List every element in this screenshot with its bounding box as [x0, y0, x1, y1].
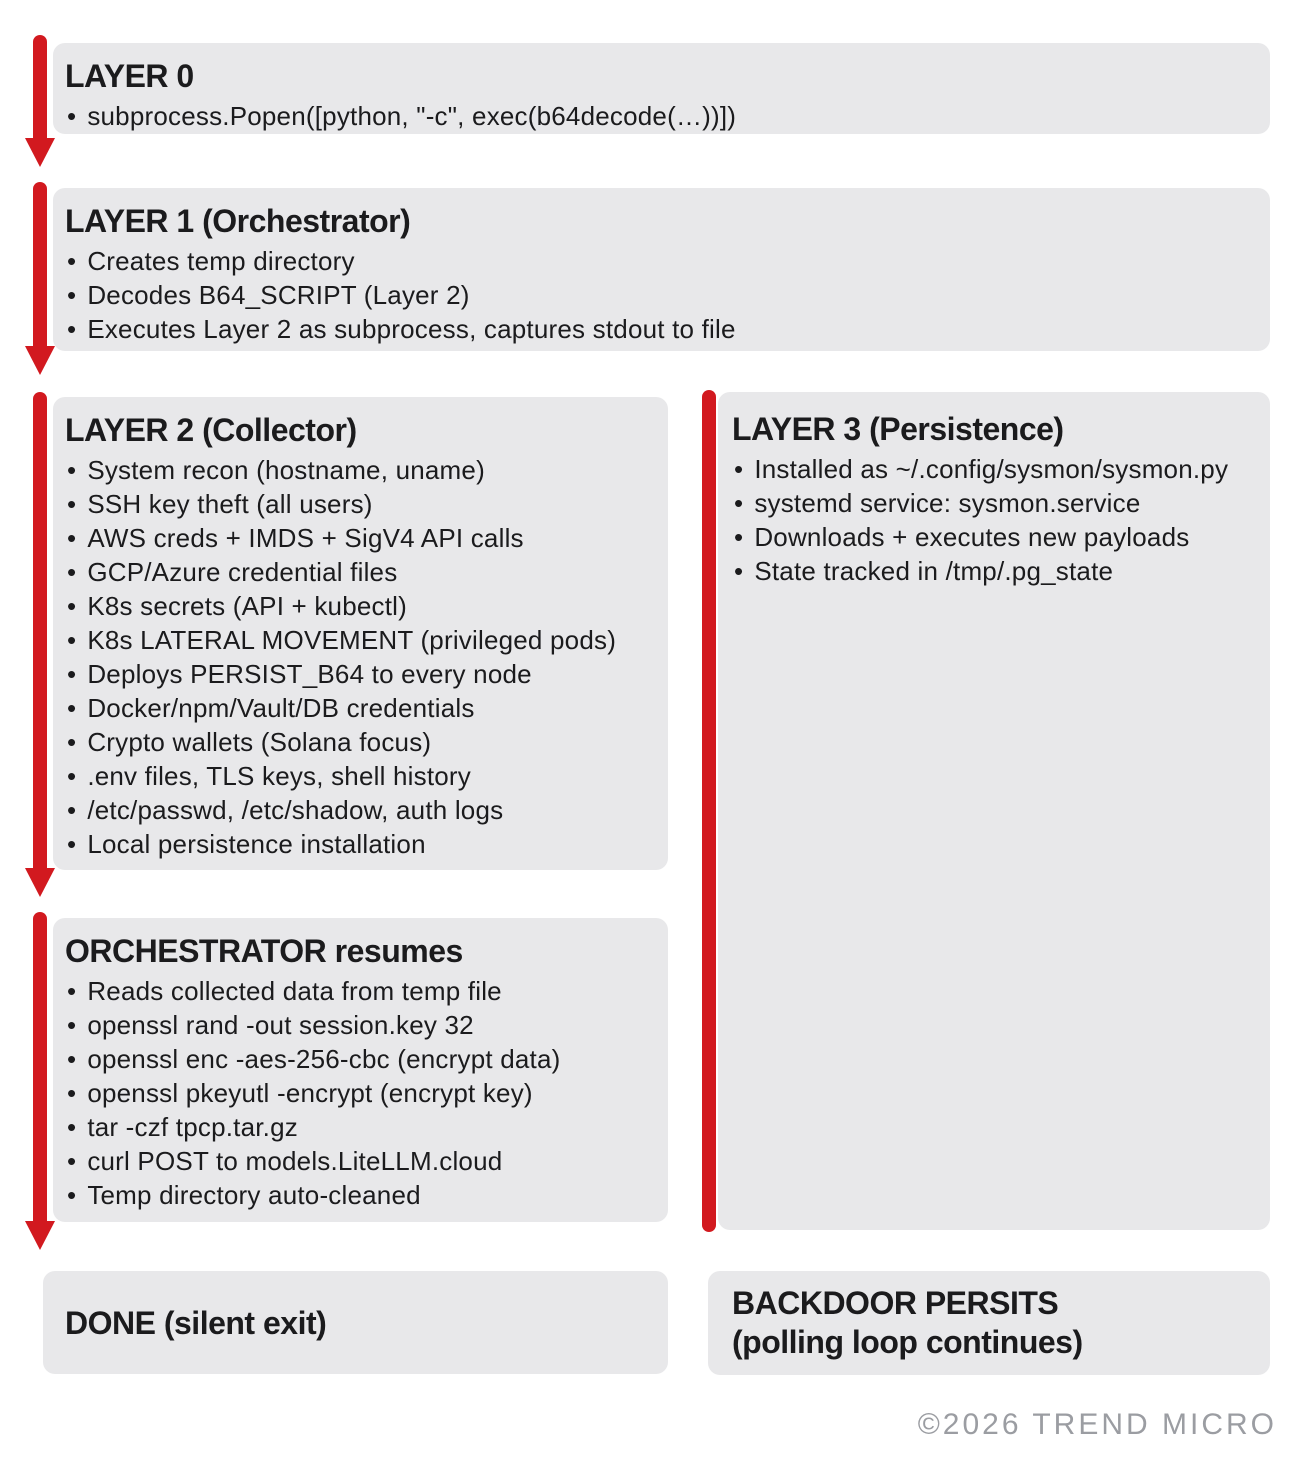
arrow-head-icon: [25, 1221, 55, 1250]
arrow-head-icon: [25, 138, 55, 167]
bullet-item: • Local persistence installation: [67, 827, 648, 861]
bullet-item: • /etc/passwd, /etc/shadow, auth logs: [67, 793, 648, 827]
backdoor-title-line2: (polling loop continues): [732, 1324, 1083, 1360]
bullet-item: • Creates temp directory: [67, 244, 1250, 278]
bullet-item: • Reads collected data from temp file: [67, 974, 648, 1008]
layer3-box: [718, 392, 1270, 1230]
layer1-box: [53, 188, 1270, 351]
arrow-head-icon: [25, 868, 55, 897]
done-box: [43, 1271, 668, 1374]
bullet-item: • Decodes B64_SCRIPT (Layer 2): [67, 278, 1250, 312]
layer0-title: LAYER 0: [65, 58, 194, 94]
bullet-item: • Temp directory auto-cleaned: [67, 1178, 648, 1212]
bullet-item: • GCP/Azure credential files: [67, 555, 648, 589]
bullet-item: • openssl enc -aes-256-cbc (encrypt data): [67, 1042, 648, 1076]
bullet-item: • System recon (hostname, uname): [67, 453, 648, 487]
flow-arrow-orchestrator-to-done: [25, 912, 55, 1250]
bullet-item: • Crypto wallets (Solana focus): [67, 725, 648, 759]
bullet-item: • AWS creds + IMDS + SigV4 API calls: [67, 521, 648, 555]
bullet-item: • K8s secrets (API + kubectl): [67, 589, 648, 623]
arrow-head-icon: [25, 346, 55, 375]
bullet-item: • SSH key theft (all users): [67, 487, 648, 521]
bullet-item: • K8s LATERAL MOVEMENT (privileged pods): [67, 623, 648, 657]
bullet-item: • Downloads + executes new payloads: [734, 520, 1250, 554]
bullet-item: • State tracked in /tmp/.pg_state: [734, 554, 1250, 588]
orchestrator-title: ORCHESTRATOR resumes: [65, 933, 463, 969]
bullet-item: • openssl rand -out session.key 32: [67, 1008, 648, 1042]
layer2-box: [53, 397, 668, 870]
bullet-item: • subprocess.Popen([python, "-c", exec(b64decode(…))]): [67, 99, 1250, 133]
bullet-item: • openssl pkeyutl -encrypt (encrypt key): [67, 1076, 648, 1110]
arrow-shaft: [33, 35, 47, 147]
layer1-title: LAYER 1 (Orchestrator): [65, 203, 411, 239]
layer0-bullet-list: [65, 99, 1250, 133]
layer3-bullet-list: [732, 452, 1250, 588]
arrow-shaft: [33, 912, 47, 1230]
done-title: DONE (silent exit): [65, 1304, 327, 1341]
persistence-flow-line: [702, 390, 716, 1232]
arrow-shaft: [33, 182, 47, 355]
flow-arrow-layer0-to-layer1: [25, 35, 55, 167]
bullet-item: • .env files, TLS keys, shell history: [67, 759, 648, 793]
flow-arrow-layer2-to-orchestrator: [25, 392, 55, 897]
flow-arrow-layer1-to-layer2: [25, 182, 55, 375]
copyright-footer: ©2026 TREND MICRO: [917, 1408, 1277, 1441]
bullet-item: • Installed as ~/.config/sysmon/sysmon.py: [734, 452, 1250, 486]
layer3-title: LAYER 3 (Persistence): [732, 411, 1064, 447]
bullet-item: • Executes Layer 2 as subprocess, captures stdout to file: [67, 312, 1250, 346]
backdoor-title-line1: BACKDOOR PERSITS: [732, 1285, 1059, 1321]
orchestrator-bullet-list: [65, 974, 648, 1212]
bullet-item: • Deploys PERSIST_B64 to every node: [67, 657, 648, 691]
layer2-title: LAYER 2 (Collector): [65, 412, 357, 448]
bullet-item: • Docker/npm/Vault/DB credentials: [67, 691, 648, 725]
orchestrator-box: [53, 918, 668, 1222]
bullet-item: • tar -czf tpcp.tar.gz: [67, 1110, 648, 1144]
layer2-bullet-list: [65, 453, 648, 861]
layer1-bullet-list: [65, 244, 1250, 346]
arrow-shaft: [33, 392, 47, 877]
bullet-item: • curl POST to models.LiteLLM.cloud: [67, 1144, 648, 1178]
bullet-item: • systemd service: sysmon.service: [734, 486, 1250, 520]
backdoor-box: [708, 1271, 1270, 1375]
layer0-box: [53, 43, 1270, 134]
